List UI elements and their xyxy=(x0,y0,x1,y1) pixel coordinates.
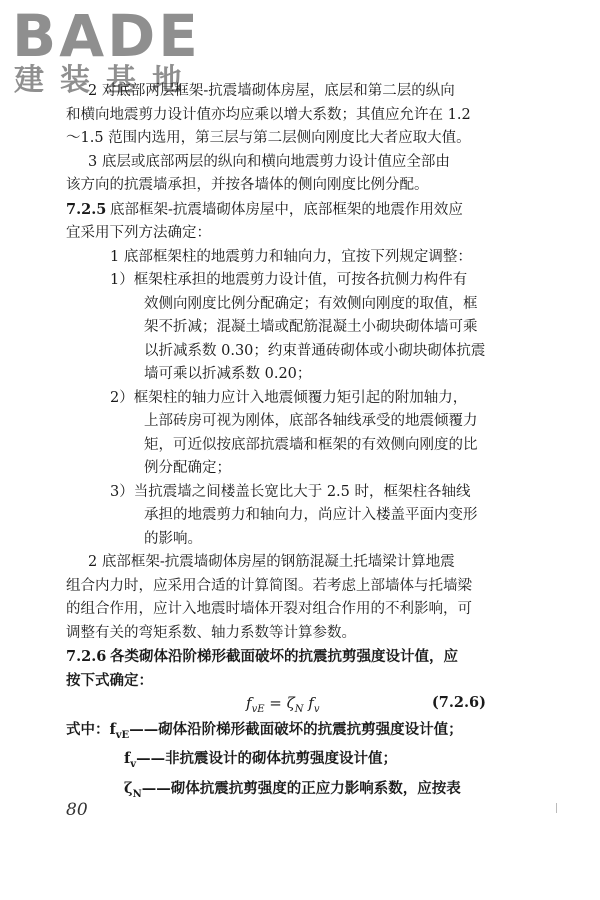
margin-mark xyxy=(556,803,557,813)
symbol-definition: $\zeta_N——$砌体抗震抗剪强度的正应力影响系数，应按表 xyxy=(124,779,461,800)
text-line: 的组合作用，应计入地震时墙体开裂对组合作用的不利影响，可 xyxy=(66,601,472,617)
clause-number: 7.2.6 xyxy=(66,648,107,665)
text-line: 以折减系数 0.30；约束普通砖砌体或小砌块砌体抗震 xyxy=(144,342,486,359)
text-line: 1 底部框架柱的地震剪力和轴向力，宜按下列规定调整： xyxy=(110,248,472,265)
text-line: 和横向地震剪力设计值亦均应乘以增大系数；其值应允许在 1.2 xyxy=(66,106,471,123)
symbol-definition: $f_{vE}——$砌体沿阶梯形截面破坏的抗震抗剪强度设计值； xyxy=(109,721,463,741)
text-line: 承担的地震剪力和轴向力，尚应计入楼盖平面内变形 xyxy=(144,507,478,523)
text-line: 各类砌体沿阶梯形截面破坏的抗震抗剪强度设计值，应 xyxy=(110,648,458,665)
text-line: ～1.5 范围内选用，第三层与第二层侧向刚度比大者应取大值。 xyxy=(66,130,471,146)
logo-word: BADE xyxy=(12,2,201,70)
formula-expression: $f_{vE} = \zeta_N$ $f_v$ xyxy=(246,694,320,715)
text-line: 例分配确定； xyxy=(144,460,231,476)
logo-cn: 建装基地 xyxy=(14,63,198,98)
where-block xyxy=(66,718,486,747)
text-line: 1）框架柱承担的地震剪力设计值，可按各抗侧力构件有 xyxy=(110,272,468,288)
page-body xyxy=(66,80,486,806)
text-line: 墙可乘以折减系数 0.20； xyxy=(144,366,312,382)
clause-7-2-6 xyxy=(66,645,486,669)
text-line: 组合内力时，应采用合适的计算简图。若考虑上部墙体与托墙梁 xyxy=(66,577,472,594)
text-line: 2 对底部两层框架-抗震墙砌体房屋，底层和第二层的纵向 xyxy=(88,83,455,99)
text-line: 按下式确定： xyxy=(66,671,153,689)
text-line: 上部砖房可视为刚体，底部各轴线承受的地震倾覆力 xyxy=(144,413,478,429)
text-line: 的影响。 xyxy=(144,530,202,547)
clause-number: 7.2.5 xyxy=(66,200,107,218)
page-number: 80 xyxy=(66,800,88,820)
where-label: 式中： xyxy=(66,721,110,738)
text-line: 该方向的抗震墙承担，并按各墙体的侧向刚度比例分配。 xyxy=(66,177,429,193)
text-line: 矩，可近似按底部抗震墙和框架的有效侧向刚度的比 xyxy=(144,436,478,453)
text-line: 底部框架-抗震墙砌体房屋中，底部框架的地震作用效应 xyxy=(110,201,463,218)
text-line: 2）框架柱的轴力应计入地震倾覆力矩引起的附加轴力， xyxy=(110,389,468,406)
text-line: 效侧向刚度比例分配确定；有效侧向刚度的取值，框 xyxy=(144,295,478,312)
formula xyxy=(66,692,486,718)
symbol-definition: $f_v——$非抗震设计的砌体抗剪强度设计值； xyxy=(124,750,398,771)
text-line: 2 底部框架-抗震墙砌体房屋的钢筋混凝土托墙梁计算地震 xyxy=(88,554,455,570)
text-line: 宜采用下列方法确定： xyxy=(66,225,211,241)
text-line: 架不折减；混凝土墙或配筋混凝土小砌块砌体墙可乘 xyxy=(144,319,478,335)
clause-7-2-5 xyxy=(66,198,486,223)
equation-number: (7.2.6) xyxy=(431,694,486,711)
text-line: 调整有关的弯矩系数、轴力系数等计算参数。 xyxy=(66,624,356,641)
text-line: 3 底层或底部两层的纵向和横向地震剪力设计值应全部由 xyxy=(88,153,450,170)
text-line: 3）当抗震墙之间楼盖长宽比大于 2.5 时，框架柱各轴线 xyxy=(110,483,471,500)
